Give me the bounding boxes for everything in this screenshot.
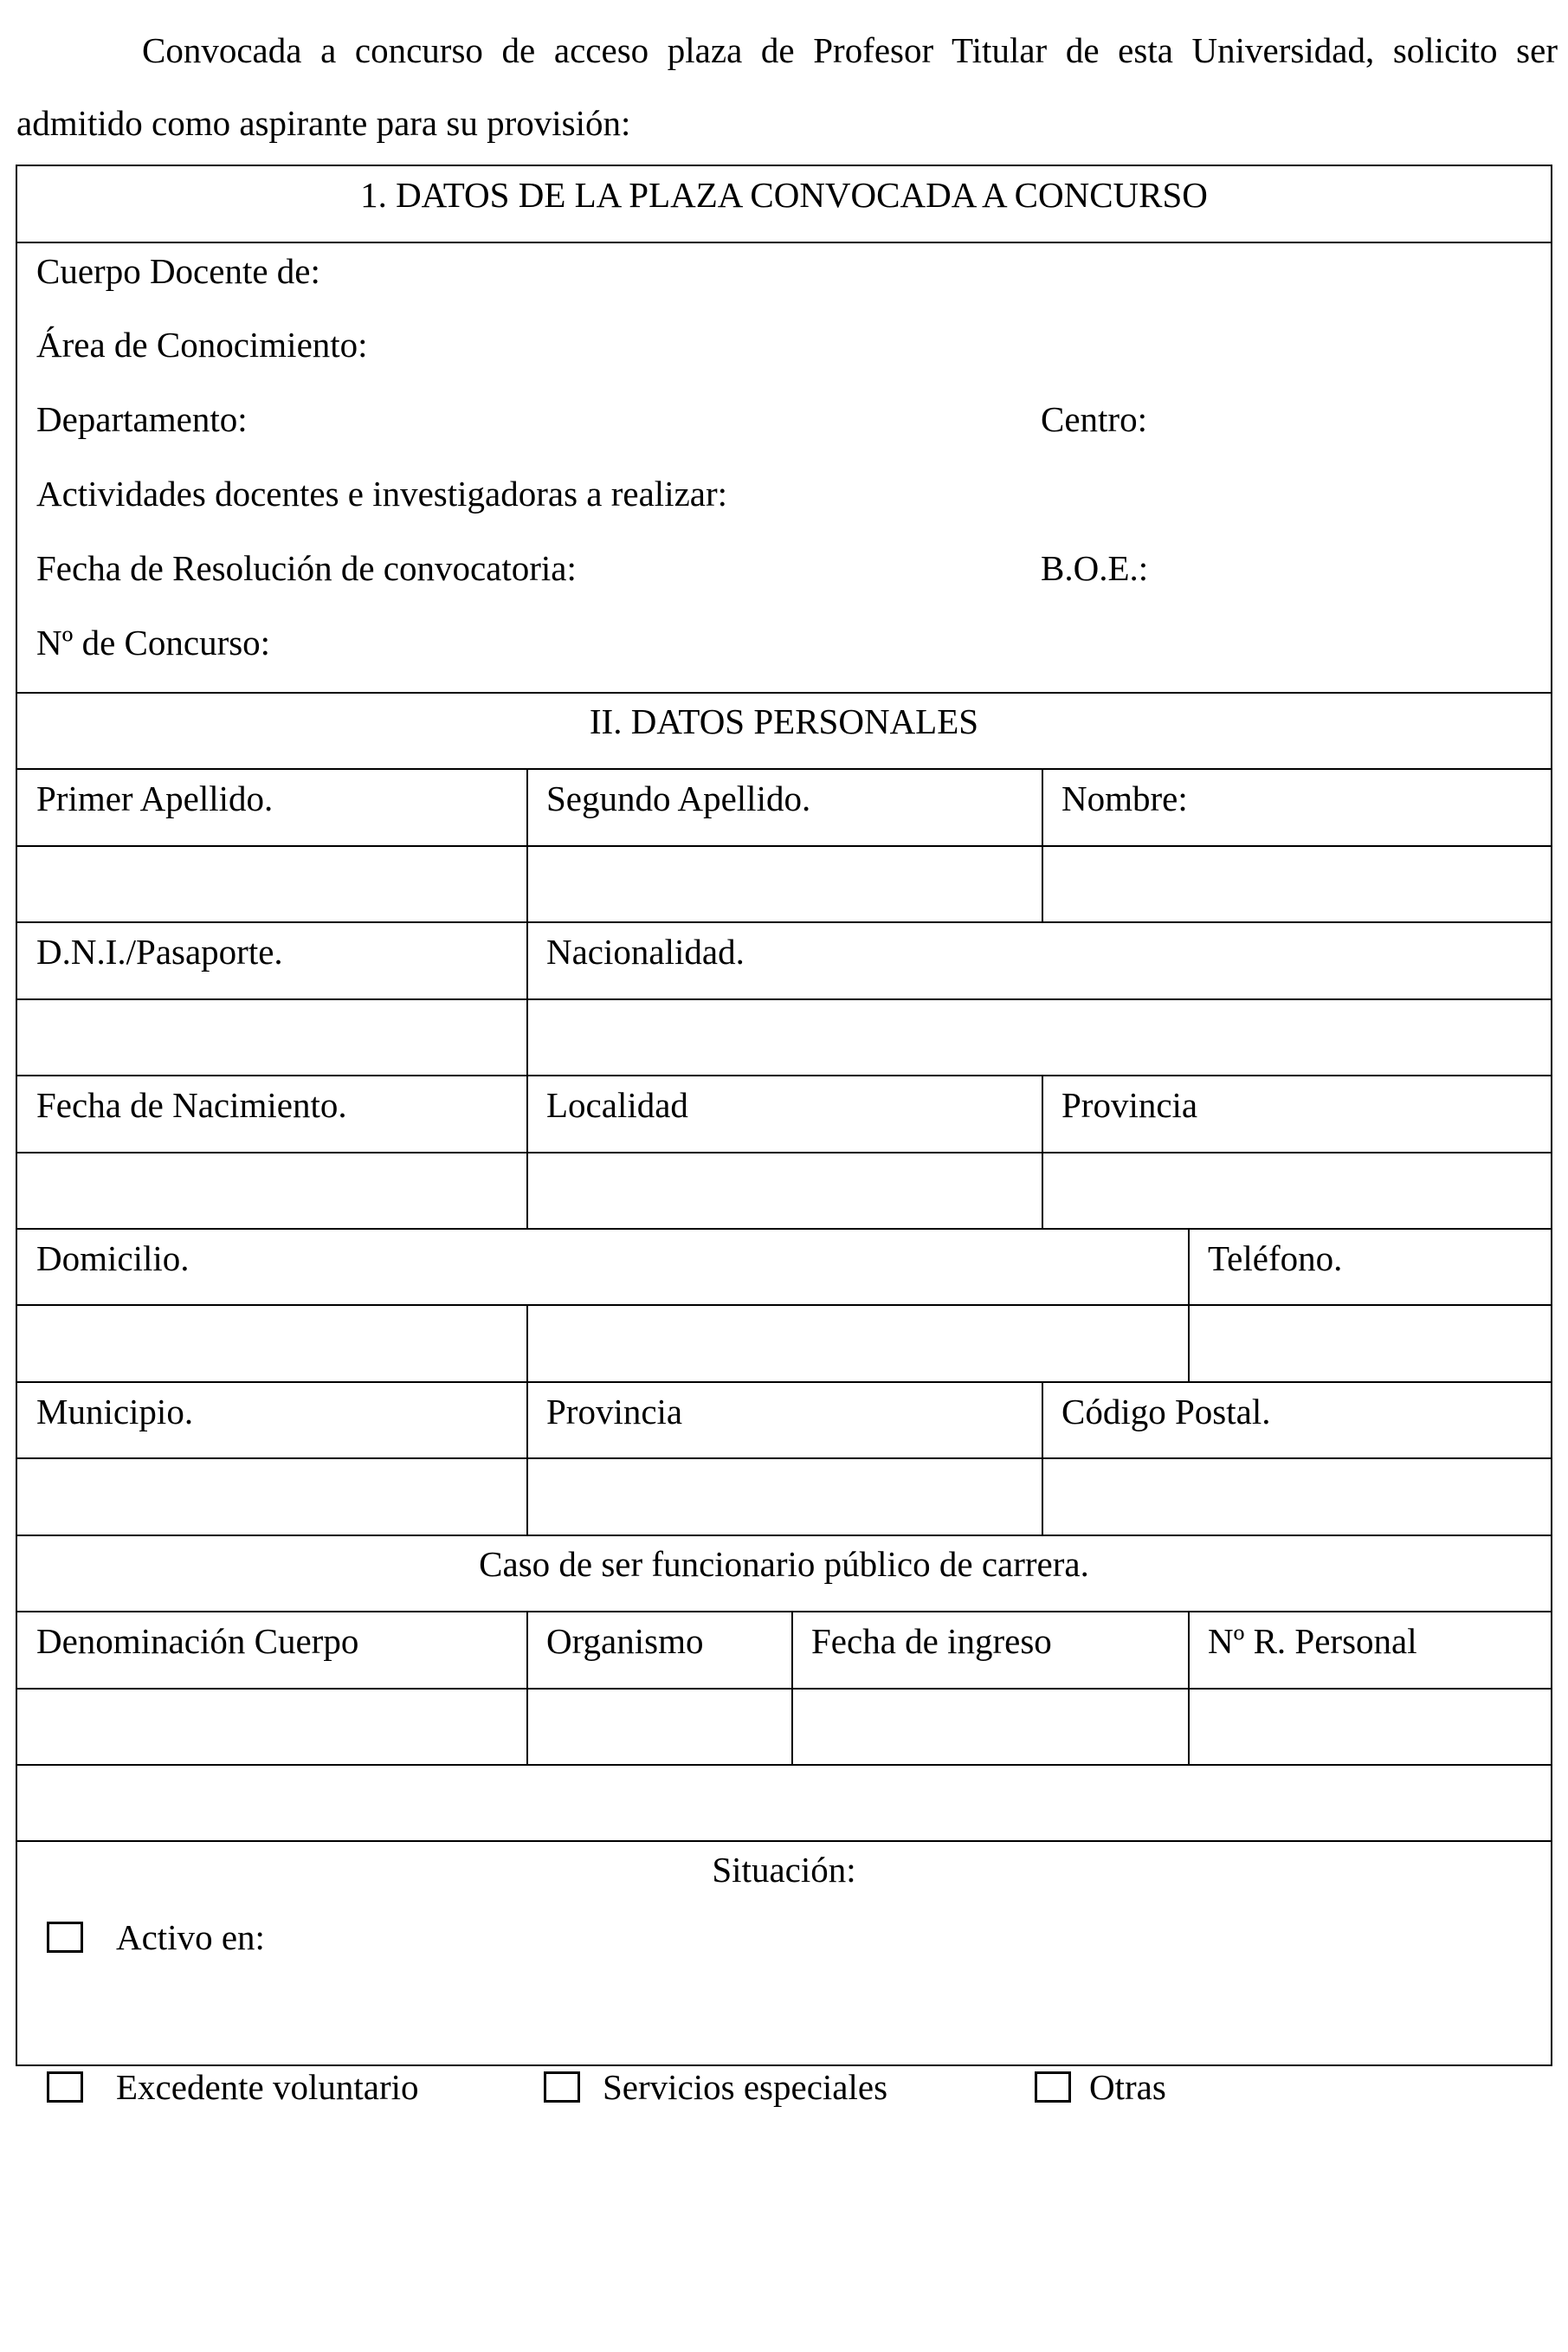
row-divider: [17, 1381, 1551, 1383]
telefono-label: Teléfono.: [1208, 1238, 1343, 1278]
provincia-nacimiento-label: Provincia: [1061, 1085, 1198, 1125]
row-divider: [17, 242, 1551, 243]
column-divider: [526, 1075, 528, 1228]
otras-checkbox[interactable]: [1035, 2071, 1071, 2103]
area-conocimiento-label: Área de Conocimiento:: [36, 325, 368, 365]
domicilio-label: Domicilio.: [36, 1238, 190, 1278]
column-divider: [1042, 1381, 1043, 1535]
segundo-apellido-label: Segundo Apellido.: [546, 779, 811, 818]
column-divider: [526, 1381, 528, 1535]
departamento-label: Departamento:: [36, 399, 248, 439]
row-divider: [17, 1688, 1551, 1690]
column-divider: [1042, 1075, 1043, 1228]
dni-label: D.N.I./Pasaporte.: [36, 932, 283, 972]
otras-label: Otras: [1089, 2067, 1166, 2107]
section1-title: 1. DATOS DE LA PLAZA CONVOCADA A CONCURSO: [360, 175, 1208, 215]
nacionalidad-label: Nacionalidad.: [546, 932, 745, 972]
cuerpo-docente-label: Cuerpo Docente de:: [36, 251, 320, 291]
row-divider: [17, 845, 1551, 847]
funcionario-title: Caso de ser funcionario público de carrera.: [479, 1544, 1089, 1584]
row-divider: [17, 1764, 1551, 1766]
provincia-domicilio-label: Provincia: [546, 1392, 683, 1431]
section2-title: II. DATOS PERSONALES: [589, 701, 979, 741]
row-divider: [17, 768, 1551, 770]
servicios-especiales-label: Servicios especiales: [603, 2067, 888, 2107]
row-divider: [17, 998, 1551, 1000]
nombre-label: Nombre:: [1061, 779, 1188, 818]
row-divider: [17, 921, 1551, 923]
denominacion-cuerpo-label: Denominación Cuerpo: [36, 1621, 359, 1661]
servicios-especiales-checkbox[interactable]: [544, 2071, 580, 2103]
column-divider: [1042, 768, 1043, 921]
column-divider: [526, 1611, 528, 1764]
row-divider: [17, 1840, 1551, 1842]
column-divider: [791, 1611, 793, 1764]
column-divider: [526, 1304, 528, 1381]
boe-label: B.O.E.:: [1041, 548, 1149, 588]
situacion-title: Situación:: [712, 1850, 856, 1890]
column-divider: [1188, 1228, 1190, 1381]
row-divider: [17, 692, 1551, 694]
row-divider: [17, 1228, 1551, 1230]
row-divider: [17, 1457, 1551, 1459]
activo-checkbox[interactable]: [47, 1922, 83, 1953]
column-divider: [526, 768, 528, 921]
localidad-label: Localidad: [546, 1085, 688, 1125]
column-divider: [1188, 1611, 1190, 1764]
excedente-voluntario-label: Excedente voluntario: [116, 2067, 419, 2107]
activo-label: Activo en:: [116, 1917, 265, 1957]
row-divider: [17, 1535, 1551, 1536]
codigo-postal-label: Código Postal.: [1061, 1392, 1271, 1431]
num-concurso-label: Nº de Concurso:: [36, 623, 271, 662]
fecha-ingreso-label: Fecha de ingreso: [811, 1621, 1052, 1661]
excedente-voluntario-checkbox[interactable]: [47, 2071, 83, 2103]
municipio-label: Municipio.: [36, 1392, 194, 1431]
centro-label: Centro:: [1041, 399, 1147, 439]
application-form: [16, 165, 1552, 2107]
primer-apellido-label: Primer Apellido.: [36, 779, 274, 818]
column-divider: [526, 921, 528, 1075]
organismo-label: Organismo: [546, 1621, 704, 1661]
intro-paragraph: Convocada a concurso de acceso plaza de Profesor Titular de esta Universidad, solicito ser admitido como aspirante para su provisión:: [16, 30, 1558, 143]
fecha-nacimiento-label: Fecha de Nacimiento.: [36, 1085, 347, 1125]
row-divider: [17, 1611, 1551, 1612]
row-divider: [17, 1152, 1551, 1153]
num-registro-personal-label: Nº R. Personal: [1208, 1621, 1417, 1661]
actividades-label: Actividades docentes e investigadoras a realizar:: [36, 474, 728, 514]
fecha-resolucion-label: Fecha de Resolución de convocatoria:: [36, 548, 577, 588]
row-divider: [17, 1304, 1551, 1306]
row-divider: [17, 1075, 1551, 1076]
